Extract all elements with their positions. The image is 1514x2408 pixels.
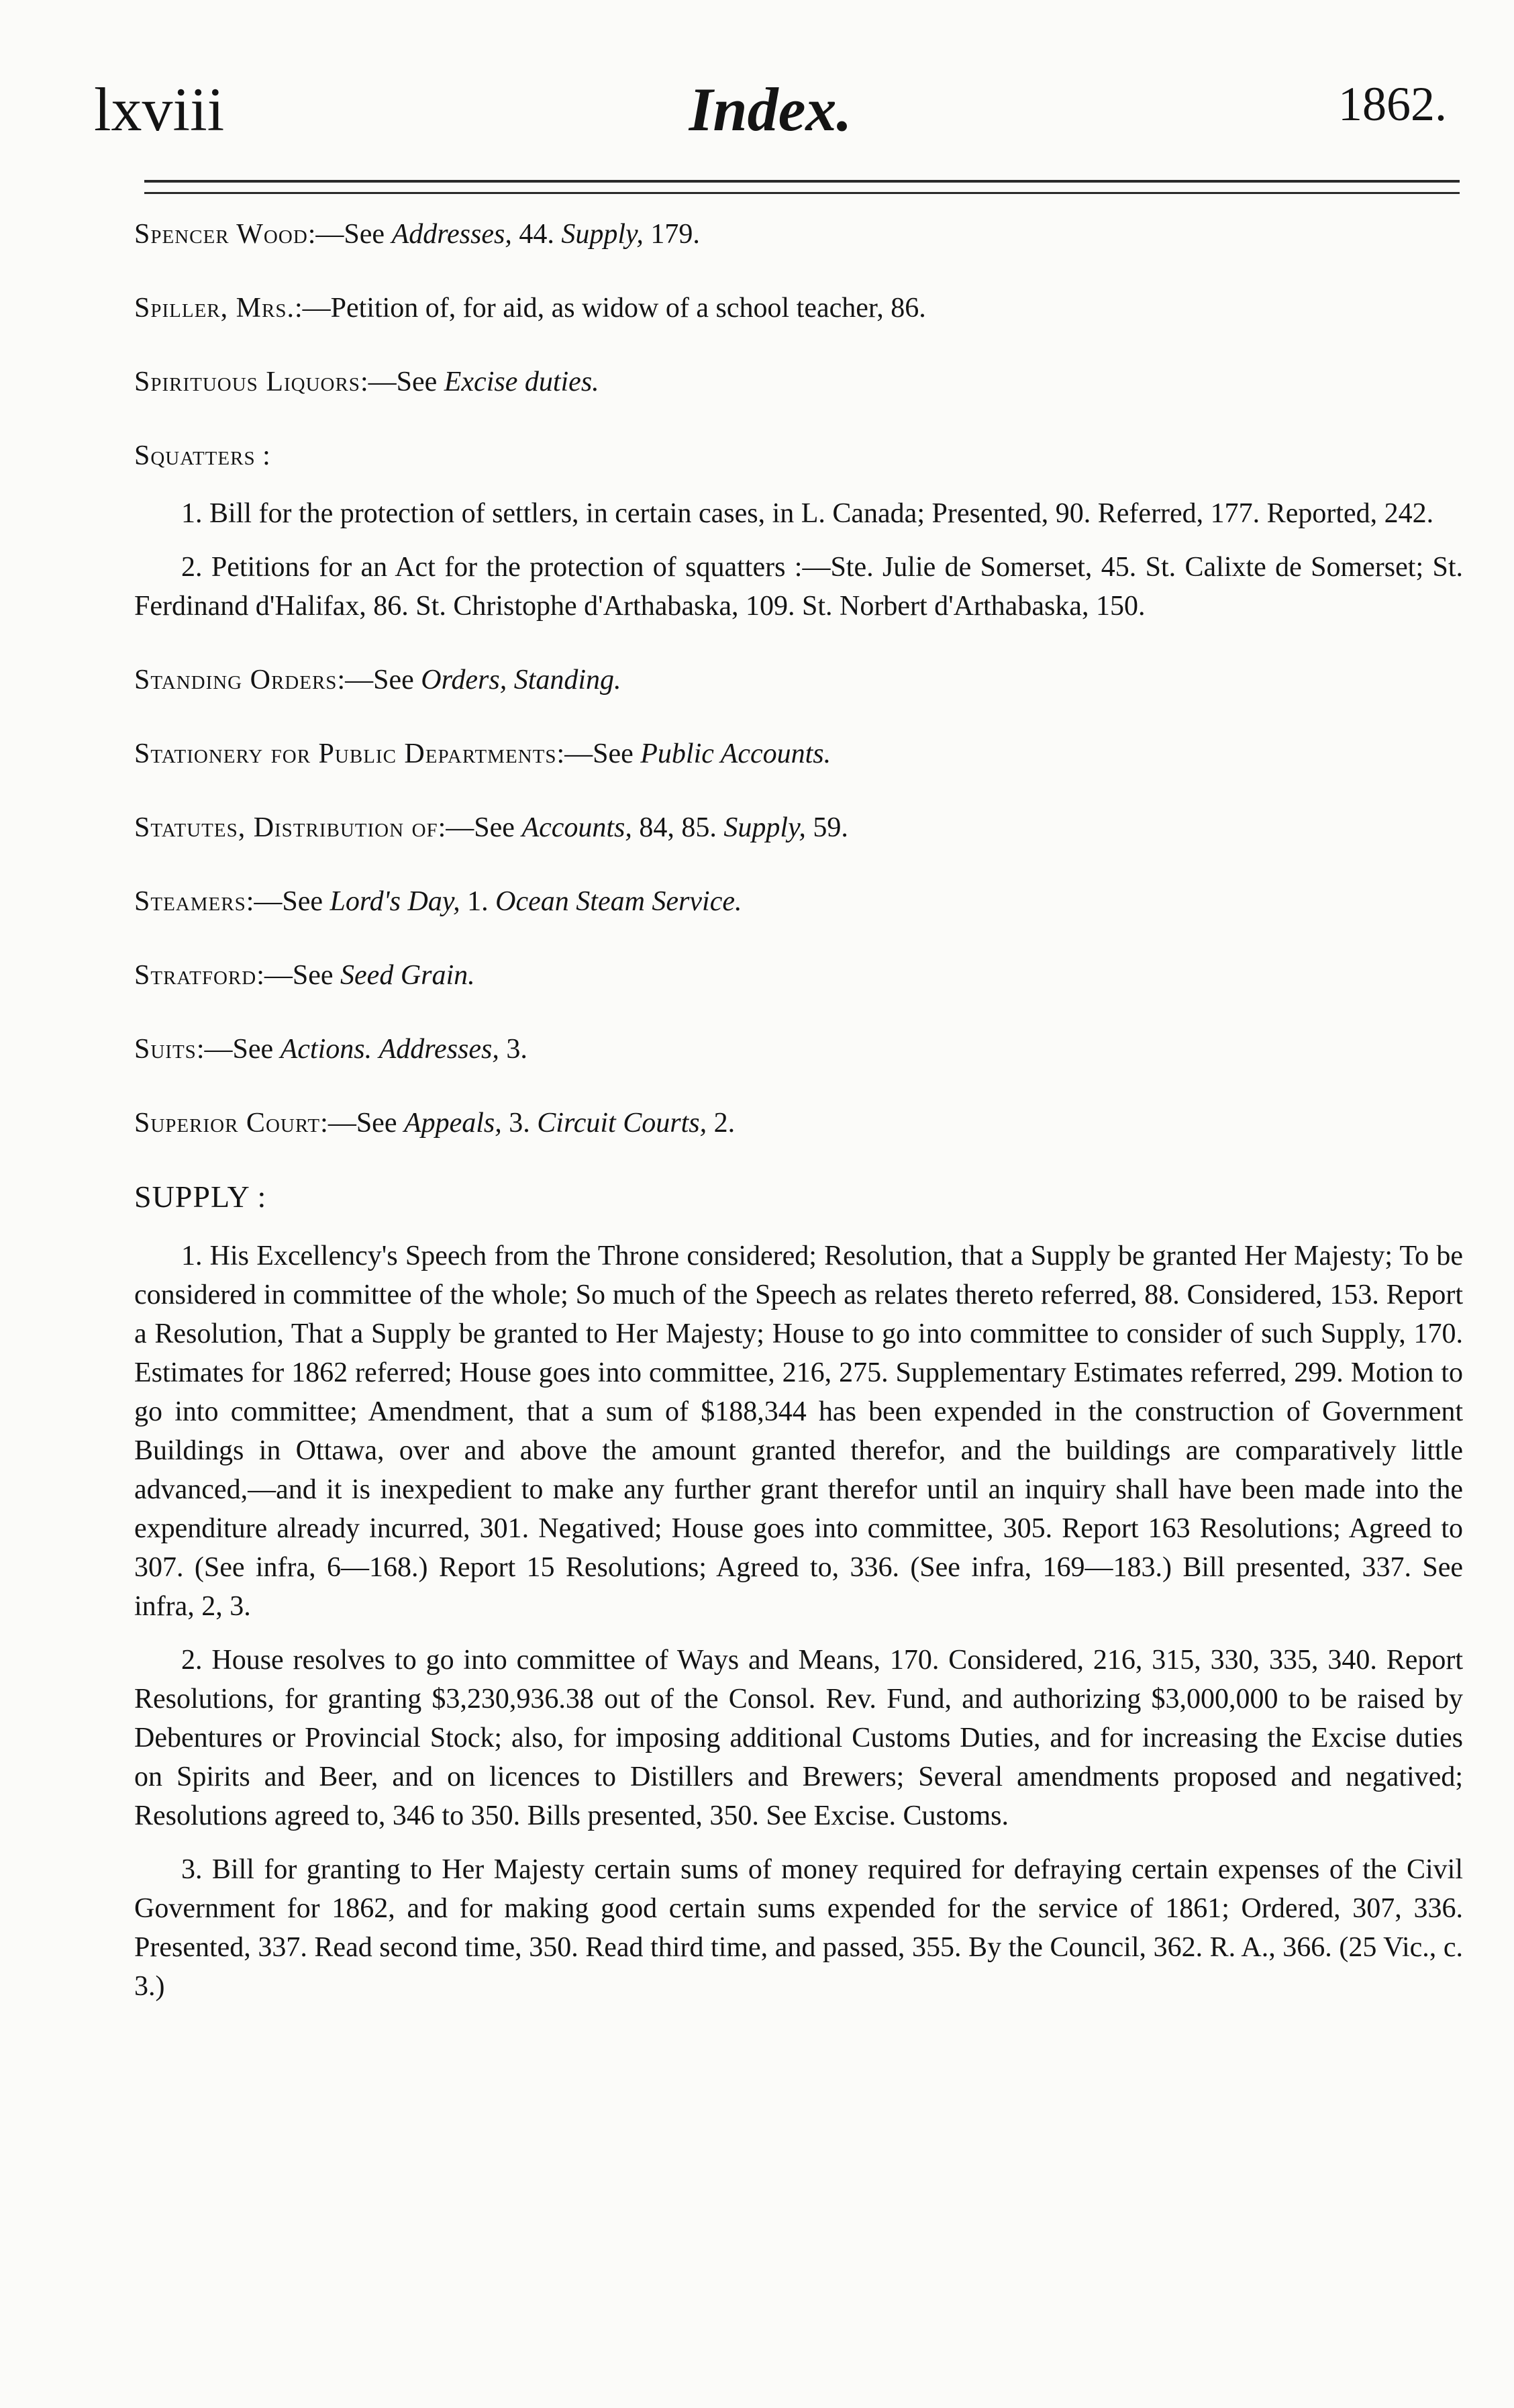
cross-reference: Addresses, xyxy=(391,219,512,250)
index-entry-spencer-wood: Spencer Wood:—See Addresses, 44. Supply, 179. xyxy=(134,219,700,250)
cross-reference: Actions. xyxy=(280,1034,372,1065)
index-entries xyxy=(134,215,1463,2041)
entry-heading: SUPPLY xyxy=(134,1179,249,1214)
entry-heading: Standing Orders xyxy=(134,665,338,695)
index-entry-standing-orders: Standing Orders:—See Orders, Standing. xyxy=(134,665,621,695)
index-entry-suits: Suits:—See Actions. Addresses, 3. xyxy=(134,1034,527,1065)
sub-entry: 1. Bill for the protection of settlers, in certain cases, in L. Canada; Presented, 90. Referred, 177. Reported, 242. xyxy=(181,498,1434,529)
cross-reference: Lord's Day, xyxy=(330,886,460,917)
index-entry-spirituous-liquors: Spirituous Liquors:—See Excise duties. xyxy=(134,367,599,397)
page-header xyxy=(94,67,1447,161)
index-entry-statutes: Statutes, Distribution of:—See Accounts, 84, 85. Supply, 59. xyxy=(134,812,848,843)
index-entry-stratford: Stratford:—See Seed Grain. xyxy=(134,960,475,991)
header-rule-bottom xyxy=(144,192,1460,194)
entry-heading: Squatters xyxy=(134,440,256,471)
sub-entry: 2. Petitions for an Act for the protection of squatters :—Ste. Julie de Somerset, 45. St. Calixte de Somerset; St. Ferdinand d'Halifax, 86. St. Christophe d'Arthabaska, 109. St. Norbert d'Arthabaska, 150. xyxy=(134,552,1463,622)
entry-heading: Suits xyxy=(134,1034,197,1065)
cross-reference: Orders, Standing. xyxy=(421,665,621,695)
entry-heading: Superior Court xyxy=(134,1108,321,1139)
index-entry-squatters: Squatters : 1. Bill for the protection of settlers, in certain cases, in L. Canada; Presented, 90. Referred, 177. Reported, 242. 2. Petitions for an Act for the protection of squatters :—Ste. Julie de Somerset, 45. St. Calixte de Somerset; St. Ferdinand d'Halifax, 86. St. Christophe d'Arthabaska, 109. St. Norbert d'Arthabaska, 150. xyxy=(134,436,1463,626)
index-entry-spiller: Spiller, Mrs.:—Petition of, for aid, as widow of a school teacher, 86. xyxy=(134,293,926,324)
cross-reference: Accounts, xyxy=(521,812,632,843)
cross-reference: Seed Grain. xyxy=(340,960,475,991)
entry-heading: Statutes, Distribution of xyxy=(134,812,438,843)
page-year: 1862. xyxy=(1338,77,1447,131)
cross-reference: Ocean Steam Service. xyxy=(495,886,742,917)
cross-reference: Excise duties. xyxy=(444,367,599,397)
index-entry-supply: SUPPLY : 1. His Excellency's Speech from the Throne considered; Resolution, that a Supply be granted Her Majesty; To be considered in committee of the whole; So much of the Speech as relates thereto referred, 88. Considered, 153. Report a Resolution, That a Supply be granted to Her Majesty; House to go into committee to consider of such Supply, 170. Estimates for 1862 referred; House goes into committee, 216, 275. Supplementary Estimates referred, 299. Motion to go into committee; Amendment, that a sum of $188,344 has been expended in the construction of Government Buildings in Ottawa, over and above the amount granted therefor, and the buildings are comparatively little advanced,—and it is inexpedient to make any further grant therefor until an inquiry shall have been made into the expenditure already incurred, 301. Negatived; House goes into committee, 305. Report 163 Resolutions; Agreed to 307. (See infra, 6—168.) Report 15 Resolutions; Agreed to, 336. (See infra, 169—183.) Bill presented, 337. See infra, 2, 3. 2. House resolves to go into committee of Ways and Means, 170. Considered, 216, 315, 330, 335, 340. Report Resolutions, for granting $3,230,936.38 out of the Consol. Rev. Fund, and authorizing $3,000,000 to be raised by Debentures or Provincial Stock; also, for imposing additional Customs Duties, and for increasing the Excise duties on Spirits and Beer, and on licences to Distillers and Brewers; Several amendments proposed and negatived; Resolutions agreed to, 346 to 350. Bills presented, 350. See Excise. Customs. 3. Bill for granting to Her Majesty certain sums of money required for defraying certain expenses of the Civil Government for 1862, and for making good certain sums expended for the service of 1861; Ordered, 307, 336. Presented, 337. Read second time, 350. Read third time, and passed, 355. By the Council, 362. R. A., 366. (25 Vic., c. 3.) xyxy=(134,1177,1463,2006)
cross-reference: Circuit Courts, xyxy=(537,1108,707,1139)
entry-heading: Stratford xyxy=(134,960,257,991)
cross-reference: Addresses, xyxy=(378,1034,499,1065)
sub-entry: 2. House resolves to go into committee of Ways and Means, 170. Considered, 216, 315, 330, 335, 340. Report Resolutions, for granting $3,230,936.38 out of the Consol. Rev. Fund, and authorizing $3,000,000 to be raised by Debentures or Provincial Stock; also, for imposing additional Customs Duties, and for increasing the Excise duties on Spirits and Beer, and on licences to Distillers and Brewers; Several amendments proposed and negatived; Resolutions agreed to, 346 to 350. Bills presented, 350. See Excise. Customs. xyxy=(134,1645,1463,1831)
page-number: lxviii xyxy=(94,75,225,144)
sub-entry: 1. His Excellency's Speech from the Throne considered; Resolution, that a Supply be granted Her Majesty; To be considered in committee of the whole; So much of the Speech as relates thereto referred, 88. Considered, 153. Report a Resolution, That a Supply be granted to Her Majesty; House to go into committee to consider of such Supply, 170. Estimates for 1862 referred; House goes into committee, 216, 275. Supplementary Estimates referred, 299. Motion to go into committee; Amendment, that a sum of $188,344 has been expended in the construction of Government Buildings in Ottawa, over and above the amount granted therefor, and the buildings are comparatively little advanced,—and it is inexpedient to make any further grant therefor until an inquiry shall have been made into the expenditure already incurred, 301. Negatived; House goes into committee, 305. Report 163 Resolutions; Agreed to 307. (See infra, 6—168.) Report 15 Resolutions; Agreed to, 336. (See infra, 169—183.) Bill presented, 337. See infra, 2, 3. xyxy=(134,1241,1463,1622)
entry-heading: Spencer Wood xyxy=(134,219,308,250)
sub-entry: 3. Bill for granting to Her Majesty certain sums of money required for defraying certain expenses of the Civil Government for 1862, and for making good certain sums expended for the service of 1861; Ordered, 307, 336. Presented, 337. Read second time, 350. Read third time, and passed, 355. By the Council, 362. R. A., 366. (25 Vic., c. 3.) xyxy=(134,1854,1463,2002)
cross-reference: Supply, xyxy=(723,812,806,843)
entry-heading: Spiller, Mrs. xyxy=(134,293,295,324)
cross-reference: Supply, xyxy=(561,219,644,250)
cross-reference: Public Accounts. xyxy=(640,738,831,769)
header-rule-top xyxy=(144,180,1460,183)
entry-heading: Stationery for Public Departments xyxy=(134,738,557,769)
entry-heading: Steamers xyxy=(134,886,246,917)
index-entry-stationery: Stationery for Public Departments:—See Public Accounts. xyxy=(134,738,831,769)
page-title: Index. xyxy=(689,75,852,144)
index-entry-steamers: Steamers:—See Lord's Day, 1. Ocean Steam Service. xyxy=(134,886,742,917)
index-entry-superior-court: Superior Court:—See Appeals, 3. Circuit Courts, 2. xyxy=(134,1108,736,1139)
entry-heading: Spirituous Liquors xyxy=(134,367,360,397)
cross-reference: Appeals, xyxy=(403,1108,502,1139)
